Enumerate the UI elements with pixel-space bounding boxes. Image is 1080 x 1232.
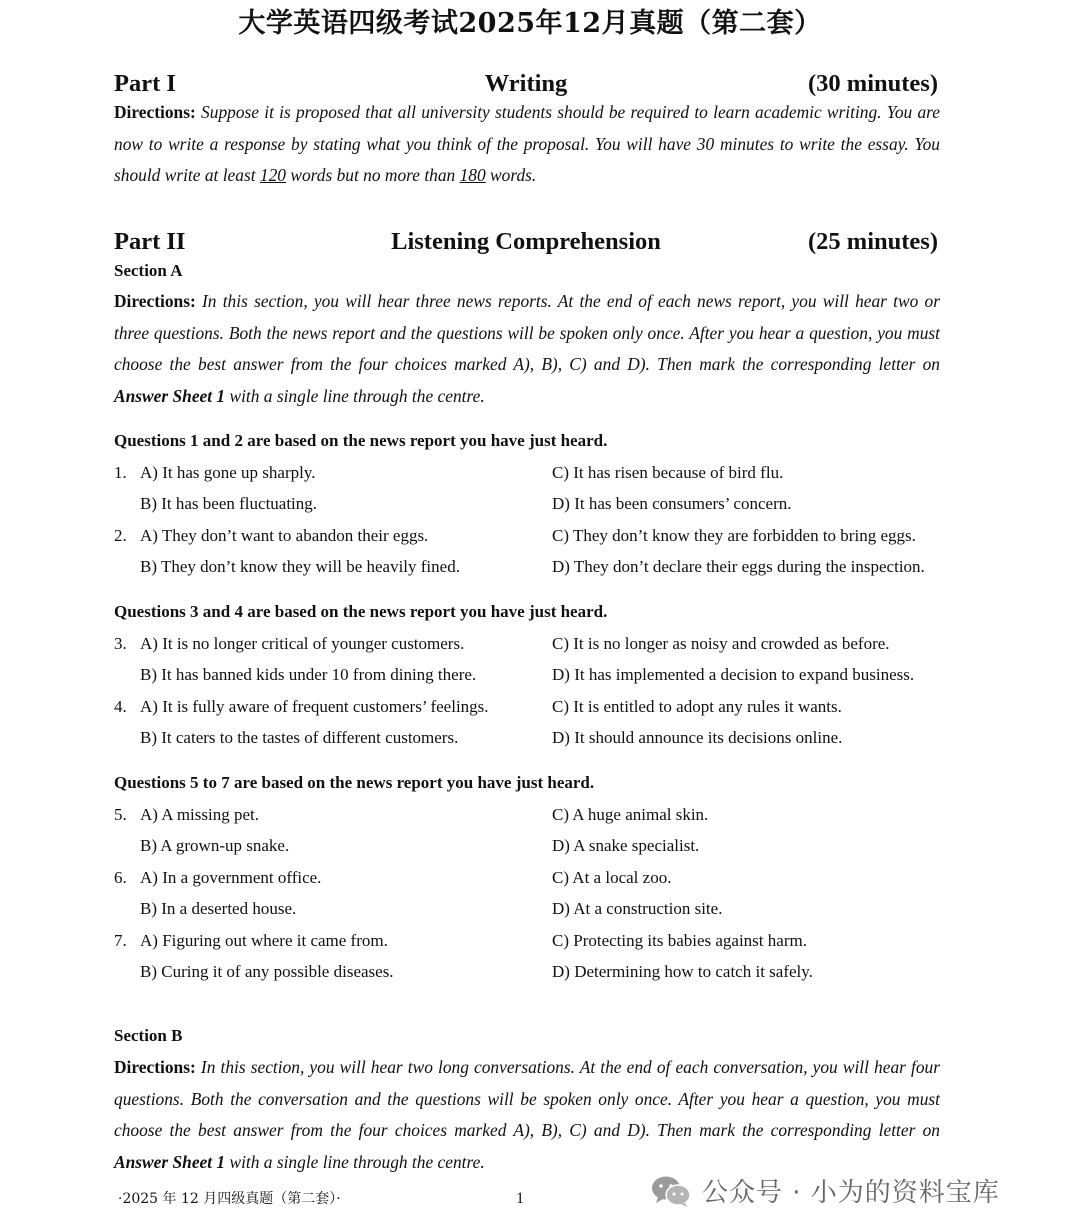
directions-label: Directions: (114, 291, 196, 311)
choice-b: B) It has banned kids under 10 from dining there. (140, 665, 477, 684)
choice-b: B) In a deserted house. (140, 899, 297, 918)
question-row (114, 633, 1014, 659)
part1-directions (114, 97, 940, 192)
choice-c: C) They don’t know they are forbidden to bring eggs. (552, 526, 916, 545)
choice-b: B) Curing it of any possible diseases. (140, 962, 394, 981)
max-words: 180 (459, 165, 486, 185)
directions-text: Suppose it is proposed that all university students should be required to learn academic writing. You are now to write a response by stating what you think of the proposal. You will have 30 minutes to write the essay. You should write at least (114, 102, 940, 185)
choice-b: B) A grown-up snake. (140, 836, 290, 855)
part2-heading (114, 228, 938, 262)
part2-duration: (25 minutes) (808, 228, 938, 255)
section-b-label: Section B (114, 1026, 183, 1045)
question-row (114, 867, 1014, 893)
directions-text: In this section, you will hear three news reports. At the end of each news report, you will hear two or three questions. Both the news report and the questions will be spoken only once. After you hear a question, you must choose the best answer from the four choices marked A), B), C) and D). Then mark the corresponding letter on (114, 291, 940, 374)
question-row (114, 930, 1014, 956)
question-group-intro: Questions 1 and 2 are based on the news report you have just heard. (114, 431, 608, 450)
choice-c: C) It has risen because of bird flu. (552, 463, 784, 482)
wechat-icon (650, 1174, 692, 1208)
footer-exam-label: ·2025 年 12 月四级真题（第二套）· (118, 1191, 341, 1207)
question-number: 3. (114, 634, 127, 653)
page-number: 1 (516, 1190, 524, 1207)
choice-c: C) At a local zoo. (552, 868, 672, 887)
document-title: 大学英语四级考试2025年12月真题（第二套） (238, 8, 822, 39)
question-row (114, 462, 1014, 488)
choice-b: B) They don’t know they will be heavily fined. (140, 557, 460, 576)
choice-d: D) A snake specialist. (552, 836, 700, 855)
choice-c: C) A huge animal skin. (552, 805, 709, 824)
choice-a: A) In a government office. (140, 868, 322, 887)
question-number: 7. (114, 931, 127, 950)
question-row (114, 525, 1014, 551)
question-number: 1. (114, 463, 127, 482)
directions-text: with a single line through the centre. (225, 1151, 485, 1172)
directions-label: Directions: (114, 102, 196, 122)
min-words: 120 (259, 165, 286, 185)
choice-d: D) It has implemented a decision to expand business. (552, 665, 915, 684)
question-row (114, 804, 1014, 830)
choice-a: A) It has gone up sharply. (140, 463, 316, 482)
choice-c: C) It is no longer as noisy and crowded as before. (552, 634, 890, 653)
watermark-text: 公众号 · 小为的资料宝库 (702, 1178, 1000, 1208)
question-number: 2. (114, 526, 127, 545)
directions-label: Directions: (114, 1057, 196, 1077)
choice-b: B) It has been fluctuating. (140, 494, 318, 513)
choice-d: D) They don’t declare their eggs during the inspection. (552, 557, 925, 576)
question-row (114, 493, 1014, 519)
question-row (114, 696, 1014, 722)
part1-duration: (30 minutes) (808, 70, 938, 97)
choice-d: D) It should announce its decisions online. (552, 728, 843, 747)
question-group-intro: Questions 3 and 4 are based on the news report you have just heard. (114, 602, 608, 621)
choice-a: A) It is no longer critical of younger customers. (140, 634, 465, 653)
choice-d: D) Determining how to catch it safely. (552, 962, 813, 981)
part2-number: Part II (114, 228, 186, 255)
question-row (114, 664, 1014, 690)
choice-a: A) They don’t want to abandon their eggs. (140, 526, 429, 545)
question-row (114, 727, 1014, 753)
choice-a: A) It is fully aware of frequent customers’ feelings. (140, 697, 489, 716)
directions-text: words but no more than (286, 165, 460, 185)
section-a-directions (114, 286, 940, 412)
choice-c: C) It is entitled to adopt any rules it wants. (552, 697, 842, 716)
choice-b: B) It caters to the tastes of different customers. (140, 728, 459, 747)
question-row (114, 961, 1014, 987)
question-row (114, 898, 1014, 924)
answer-sheet-ref: Answer Sheet 1 (114, 385, 226, 406)
directions-text: with a single line through the centre. (225, 385, 485, 406)
question-row (114, 556, 1014, 582)
question-row (114, 835, 1014, 861)
choice-d: D) At a construction site. (552, 899, 723, 918)
question-number: 4. (114, 697, 127, 716)
choice-a: A) A missing pet. (140, 805, 260, 824)
directions-text: In this section, you will hear two long conversations. At the end of each conversation, you will hear four questions. Both the conversation and the questions will be spoken only once. After you hear a question, you must choose the best answer from the four choices marked A), B), C) and D). Then mark the corresponding letter on (114, 1057, 940, 1140)
choice-a: A) Figuring out where it came from. (140, 931, 388, 950)
answer-sheet-ref: Answer Sheet 1 (114, 1151, 226, 1172)
part1-title: Writing (484, 70, 568, 97)
question-number: 6. (114, 868, 127, 887)
choice-c: C) Protecting its babies against harm. (552, 931, 807, 950)
question-group-intro: Questions 5 to 7 are based on the news report you have just heard. (114, 773, 595, 792)
choice-d: D) It has been consumers’ concern. (552, 494, 792, 513)
question-number: 5. (114, 805, 127, 824)
directions-text: words. (485, 165, 537, 185)
section-b-directions (114, 1052, 940, 1178)
part1-number: Part I (114, 70, 176, 97)
part2-title: Listening Comprehension (391, 228, 661, 255)
section-a-label: Section A (114, 261, 183, 280)
